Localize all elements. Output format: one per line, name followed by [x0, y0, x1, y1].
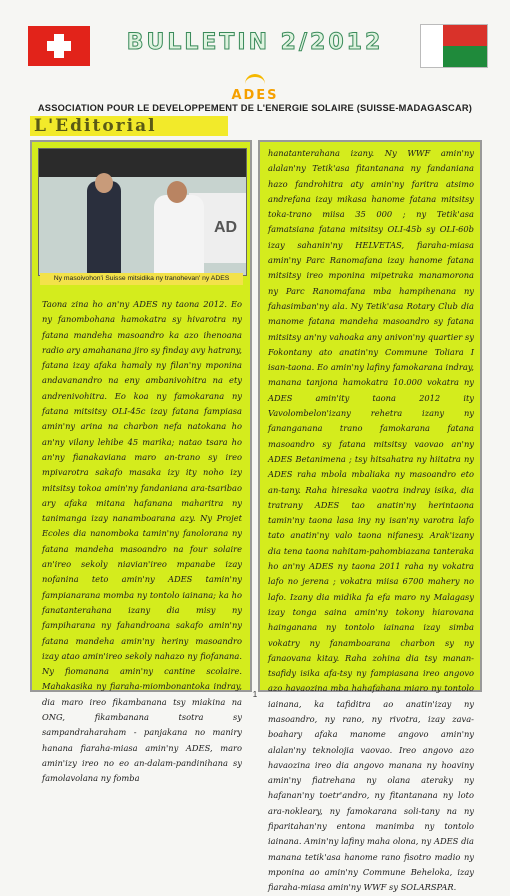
madagascar-flag	[420, 24, 488, 68]
bulletin-title: BULLETIN 2/2012	[126, 30, 384, 55]
photo-sign-text: AD	[214, 219, 238, 236]
section-title: L'Editorial	[30, 116, 228, 136]
ades-logo	[0, 72, 510, 103]
editorial-text-right: hanatanterahana izany. Ny WWF amin'ny alalan'ny Tetik'asa fitantanana ny fandaniana hazo fandrohitra aty amin'ny faritra atsimo andrefana izay mikasa hanome fatana mitsitsy toka-trano miisa 35 000 ; ny Tetik'asa famatsiana fatana mitsitsy OLI-45b sy OLI-60b izay sahanin'ny HELVETAS, fiaraha-miasa amin'ny Parc Ranomafana izay hanome fatana mitsitsy ireo mponina mipetraka manamorona ny Parc Ranomafana mba hampihenana ny fahasimban'ny ala. Ny Tetik'asa Rotary Club dia manome fatana mandeha masoandro sy fatana mitsitsy an'ny vahoaka any anivon'ny quartier sy Fokontany ato anatin'ny Commune Toliara I isan-taona. Eo amin'ny lafiny famokarana indray, manana tanjona hamokatra 10.000 vokatra ny ADES amin'ity taona 2012 ity Vavolombelon'izany rehetra izany ny fananganana trano famokarana fatana masoandro sy fatana mitsitsy vaovao an'ny ADES Betanimena ; tsy hitsahatra ny hiitatra ny ADES raha mbola mbaliaka ny masoandro eto an-tany. Raha hiresaka vaotra indray isika, dia tratrany ADES tao anatin'ny herintaona tamin'ny taona lasa iny ny isan'ny varotra lafo tato anatin'ny valo taona nifanesy. Arak'izany dia tena taona nahitam-pahombiazana tanteraka ho an'ny ADES ny taona 2011 raha ny vokatra lafo no jerena ; vokatra miisa 6700 mahery no lafo. Izany dia midika fa efa maro ny Malagasy izay tonga saina amin'ny tokony hiarovana hainganana ny tontolo iainana izay simba vokatry ny fanamboarana charbon sy ny fanaovana kitay. Raha zohina dia tsy manan-tsafidy isika afa-tsy ny fampiasana ireo angovo azo havaozina mba hahafahana miaro ny tontolo iainana, ka tafiditra ao anatin'izay ny masoandro, ny rano, ny rivotra, izay zava-boahary afaka manome angovo amin'ny alalan'ny teknolojia vaovao. Ireo angovo azo havaozina ireo dia angovo manana ny hoaviny amin'ny fiatrehana ny olana ateraky ny hafanan'ny toetr'andro, ny fitantanana ny loto ara-nokleary, ny famokarana soli-tany na ny fiparitahan'ny entona manimba ny tontolo iainana. Amin'ny lafiny maha olona, ny ADES dia manana tetik'asa hanome rano fisotro madio ny mponina ao amin'ny Commune Beheloka, izay fiaraha-miasa amin'ny WWF sy SOLARSPAR.	[268, 148, 474, 893]
sun-icon	[245, 74, 265, 85]
swiss-flag	[28, 26, 90, 66]
right-column	[258, 140, 482, 893]
left-column	[30, 140, 252, 784]
photo-caption: Ny masoivohon'i Suisse mitsidika ny tranohevan' ny ADES	[40, 273, 243, 285]
page-number: 1	[252, 690, 258, 699]
logo-text: ADES	[231, 88, 279, 103]
editorial-photo	[38, 148, 247, 276]
editorial-text-left: Taona zina ho an'ny ADES ny taona 2012. Eo ny fanombohana hamokatra sy hivarotra ny fatana mandeha masoandro ka azo ihenoana radio ary amahanana jiro sy finday avy hatrany, fatana izay afaka hamaly ny filan'ny mponina andavanandro na eny ambanivohitra na ety andrenivohitra. Eo koa ny famokarana ny fatana mitsitsy OLI-45c izay fatana fampiasa amin'ny arina na charbon nefa natokana ho an'ny vilany lehibe 45 marika; natao tsara ho an'ny fianakaviana maro an-trano sy ireo mpivarotra sakafo masaka izy ity noho izy mitsitsy tokoa amin'ny fandaniana ara-tsaribao ary afaka mitana hafanana maharitra ny tanimanga izay nanamboarana azy. Ny Projet Ecoles dia nanomboka tamin'ny fanolorana ny fatana mandeha masoandro na four solaire an'ireo sekoly niavian'ireo mpanabe izay nofanina teto amin'ny ADES tamin'ny fampianarana momba ny tontolo iainana; ka ho fanatanterahana izany dia misy ny fampiharana ny fahandroana sakafo amin'ny fatana mandeha amin'ny heriny masoandro izay atao amin'ireo sekoly nahazo ny fiofanana. Ny fiomanana amin'ny cantine scolaire. Mahakasika ny fiaraha-miombonantoka indray, dia maro ireo fikambanana tsy miakina na ONG, fikambanana tsotra sy sampandraharaham - panjakana no maniry hanana fiaraha-miasa amin'ny ADES, maro amin'izy ireo no eo an-dalam-pandinihana sy famolavolana ny fomba	[42, 299, 242, 784]
association-name: ASSOCIATION POUR LE DEVELOPPEMENT DE L'ENERGIE SOLAIRE (SUISSE-MADAGASCAR)	[37, 103, 473, 113]
